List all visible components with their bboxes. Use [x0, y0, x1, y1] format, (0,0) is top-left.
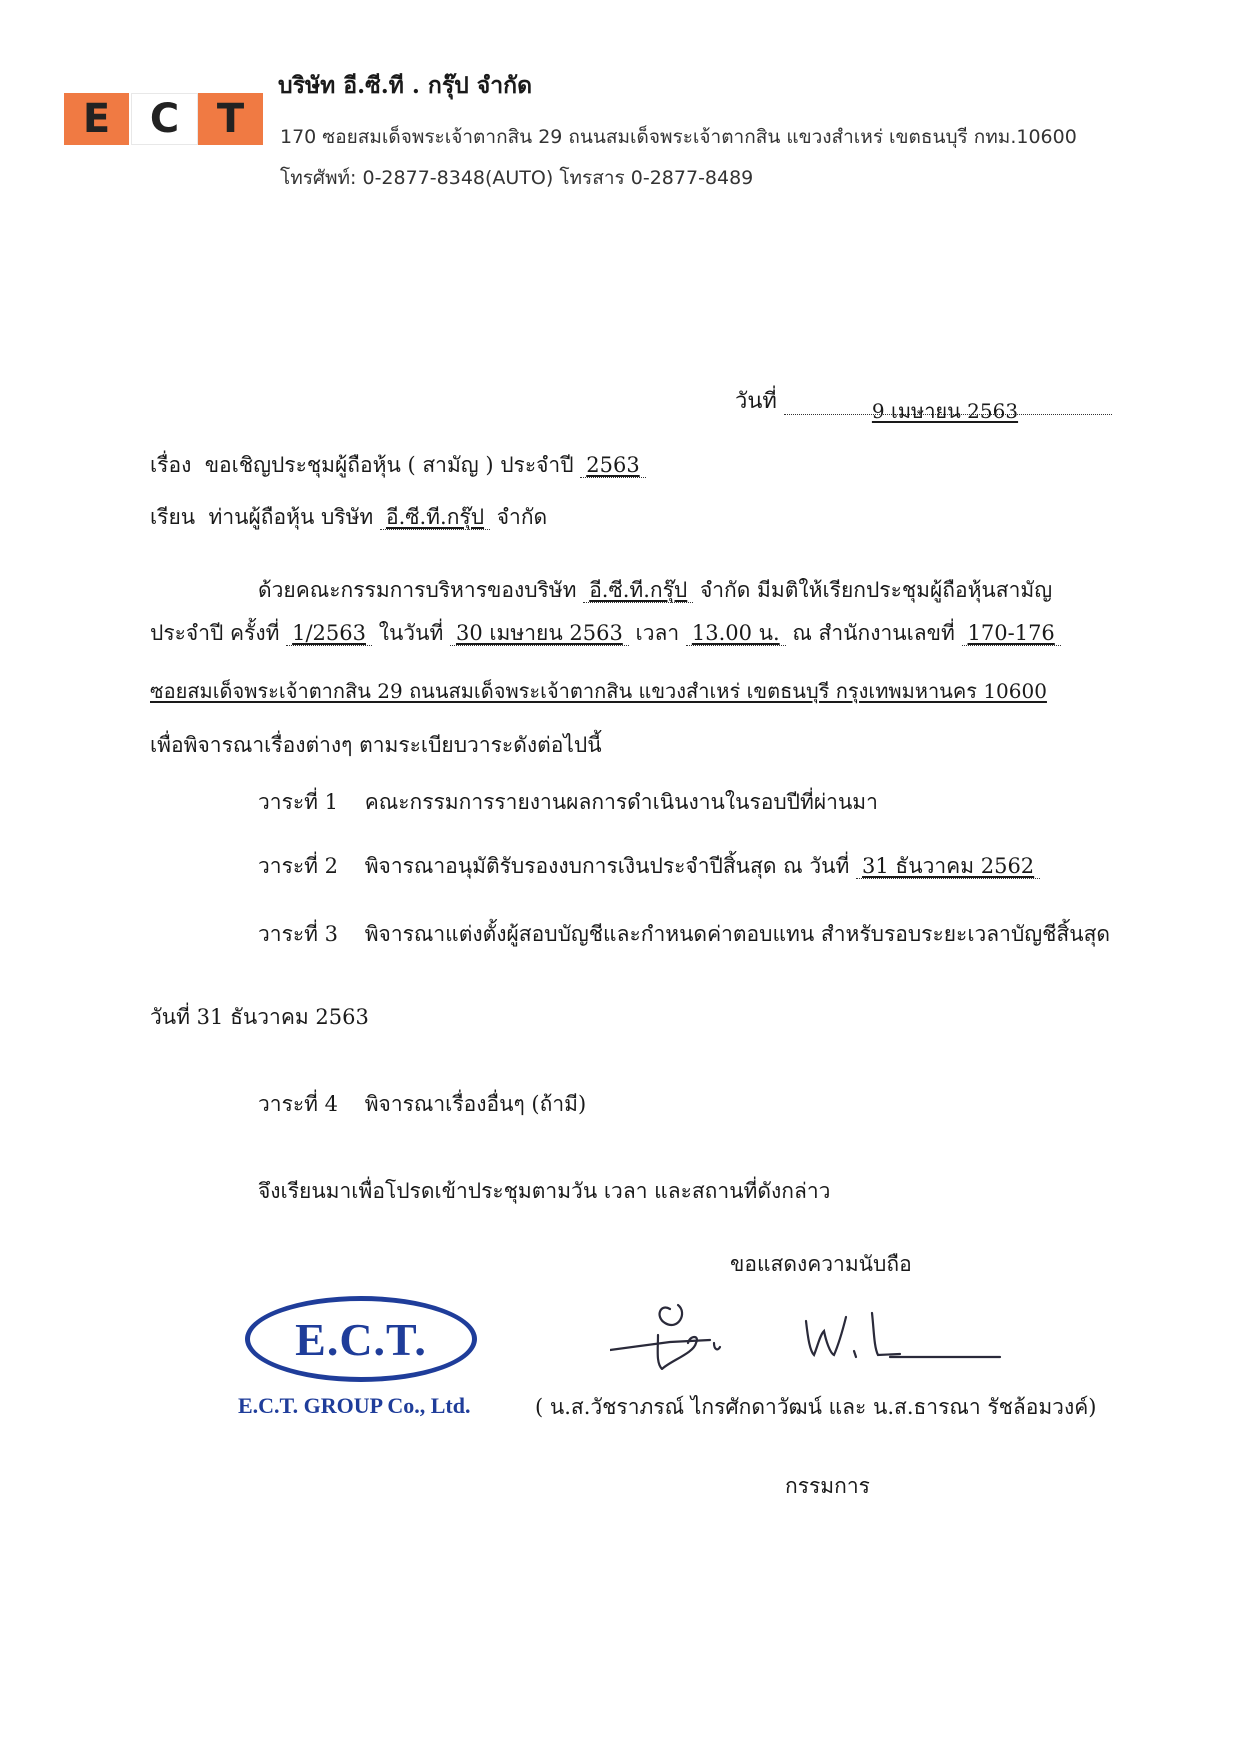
body-text: ณ สำนักงานเลขที่ [792, 621, 955, 645]
meeting-time: 13.00 น. [686, 621, 786, 646]
regards-text: ขอแสดงความนับถือ [730, 1252, 912, 1276]
letter-date [735, 383, 1112, 423]
body-text: เวลา [635, 621, 680, 645]
body-text: ประจำปี ครั้งที่ [150, 621, 280, 645]
signature-image [610, 1295, 1010, 1370]
company-contact: โทรศัพท์: 0-2877-8348(AUTO) โทรสาร 0-2877-8489 [280, 167, 754, 189]
agenda-continuation: วันที่ 31 ธันวาคม 2563 [150, 1005, 369, 1029]
to-label: เรียน [150, 505, 196, 529]
company-address: 170 ซอยสมเด็จพระเจ้าตากสิน 29 ถนนสมเด็จพระเจ้าตากสิน แขวงสำเหร่ เขตธนบุรี กทม.10600 [280, 126, 1077, 148]
to-suffix: จำกัด [496, 505, 548, 529]
subject-label: เรื่อง [150, 453, 192, 477]
office-number: 170-176 [962, 621, 1061, 646]
subject-text: ขอเชิญประชุมผู้ถือหุ้น ( สามัญ ) ประจำปี [204, 453, 574, 477]
agenda-text: พิจารณาเรื่องอื่นๆ (ถ้ามี) [364, 1092, 587, 1116]
logo-letter-e: E [64, 93, 131, 145]
agenda-number: วาระที่ 4 [258, 1092, 339, 1116]
agenda-number: วาระที่ 2 [258, 854, 339, 878]
agenda-text: พิจารณาแต่งตั้งผู้สอบบัญชีและกำหนดค่าตอบแทน สำหรับรอบระยะเวลาบัญชีสิ้นสุด [364, 922, 1111, 946]
subject-line [150, 449, 646, 482]
agenda-number: วาระที่ 1 [258, 790, 339, 814]
company-logo [64, 93, 265, 145]
meeting-location: ซอยสมเด็จพระเจ้าตากสิน 29 ถนนสมเด็จพระเจ้าตากสิน แขวงสำเหร่ เขตธนบุรี กรุงเทพมหานคร 10600 [150, 679, 1047, 703]
signatory-names: ( น.ส.วัชราภรณ์ ไกรศักดาวัฒน์ และ น.ส.ธารณา รัชล้อมวงค์) [535, 1395, 1097, 1419]
meeting-number: 1/2563 [286, 621, 372, 646]
agenda-number: วาระที่ 3 [258, 922, 339, 946]
logo-letter-t: T [198, 93, 265, 145]
body-line-2 [150, 617, 1061, 650]
closing-text: จึงเรียนมาเพื่อโปรดเข้าประชุมตามวัน เวลา และสถานที่ดังกล่าว [258, 1179, 831, 1203]
to-line [150, 501, 547, 534]
body-line-1 [258, 574, 1052, 607]
agenda-item [258, 918, 1110, 951]
to-prefix: ท่านผู้ถือหุ้น บริษัท [208, 505, 374, 529]
agenda-date: 31 ธันวาคม 2562 [856, 854, 1040, 879]
company-name: บริษัท อี.ซี.ที . กรุ๊ป จำกัด [278, 72, 533, 99]
body-text: ในวันที่ [378, 621, 444, 645]
body-text: จำกัด มีมติให้เรียกประชุมผู้ถือหุ้นสามัญ [699, 578, 1053, 602]
to-company: อี.ซี.ที.กรุ๊ป [380, 505, 490, 530]
date-value: 9 เมษายน 2563 [871, 399, 1019, 423]
agenda-item [258, 850, 1040, 883]
agenda-text: คณะกรรมการรายงานผลการดำเนินงานในรอบปีที่ผ่านมา [364, 790, 878, 814]
company-stamp: E.C.T. [245, 1296, 477, 1382]
body-text: ด้วยคณะกรรมการบริหารของบริษัท [258, 578, 577, 602]
subject-year: 2563 [580, 453, 645, 478]
signatory-position: กรรมการ [785, 1474, 870, 1498]
agenda-item [258, 786, 878, 819]
logo-letter-c: C [131, 93, 198, 145]
stamp-company-name: E.C.T. GROUP Co., Ltd. [238, 1393, 471, 1418]
body-company: อี.ซี.ที.กรุ๊ป [583, 578, 693, 603]
date-label: วันที่ [735, 389, 777, 414]
meeting-date: 30 เมษายน 2563 [450, 621, 629, 646]
body-line-4: เพื่อพิจารณาเรื่องต่างๆ ตามระเบียบวาระดังต่อไปนี้ [150, 733, 602, 757]
agenda-text: พิจารณาอนุมัติรับรองงบการเงินประจำปีสิ้นสุด ณ วันที่ [364, 854, 850, 878]
agenda-item [258, 1088, 586, 1121]
